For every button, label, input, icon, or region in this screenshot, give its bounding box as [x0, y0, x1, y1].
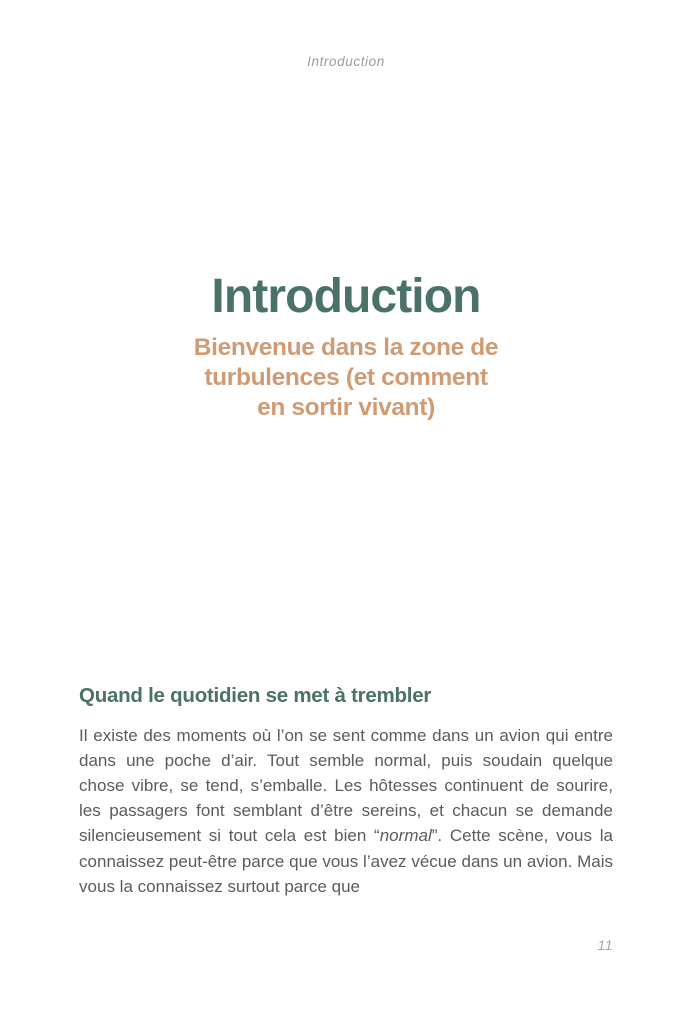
- chapter-title-block: [0, 272, 692, 423]
- chapter-subtitle: [0, 333, 692, 423]
- page-number: 11: [597, 937, 613, 953]
- paragraph-emphasis-normal: normal: [379, 826, 432, 846]
- chapter-subtitle-line-3: en sortir vivant): [257, 393, 435, 421]
- paragraph-text-part-2: ”. Cette scène, vous la connaissez peut-être parce que vous l’avez vécue dans un avion. Mais vous la connaissez surtout parce que: [79, 826, 613, 896]
- running-header: Introduction: [307, 54, 385, 69]
- section-heading: Quand le quotidien se met à trembler: [79, 684, 432, 707]
- body-content: [79, 684, 613, 899]
- body-paragraph: [79, 723, 613, 899]
- chapter-subtitle-line-1: Bienvenue dans la zone de: [193, 333, 499, 361]
- paragraph-text-part-1: Il existe des moments où l’on se sent comme dans un avion qui entre dans une poche d’air. Tout semble normal, puis soudain quelque chose vibre, se tend, s’emballe. Les hôtesses continuent de sourire, les passagers font semblant d’être sereins, et chacun se demande silencieusement si tout cela est bien “: [79, 725, 613, 846]
- chapter-subtitle-line-2: turbulences (et comment: [204, 363, 488, 391]
- chapter-title: Introduction: [211, 270, 481, 323]
